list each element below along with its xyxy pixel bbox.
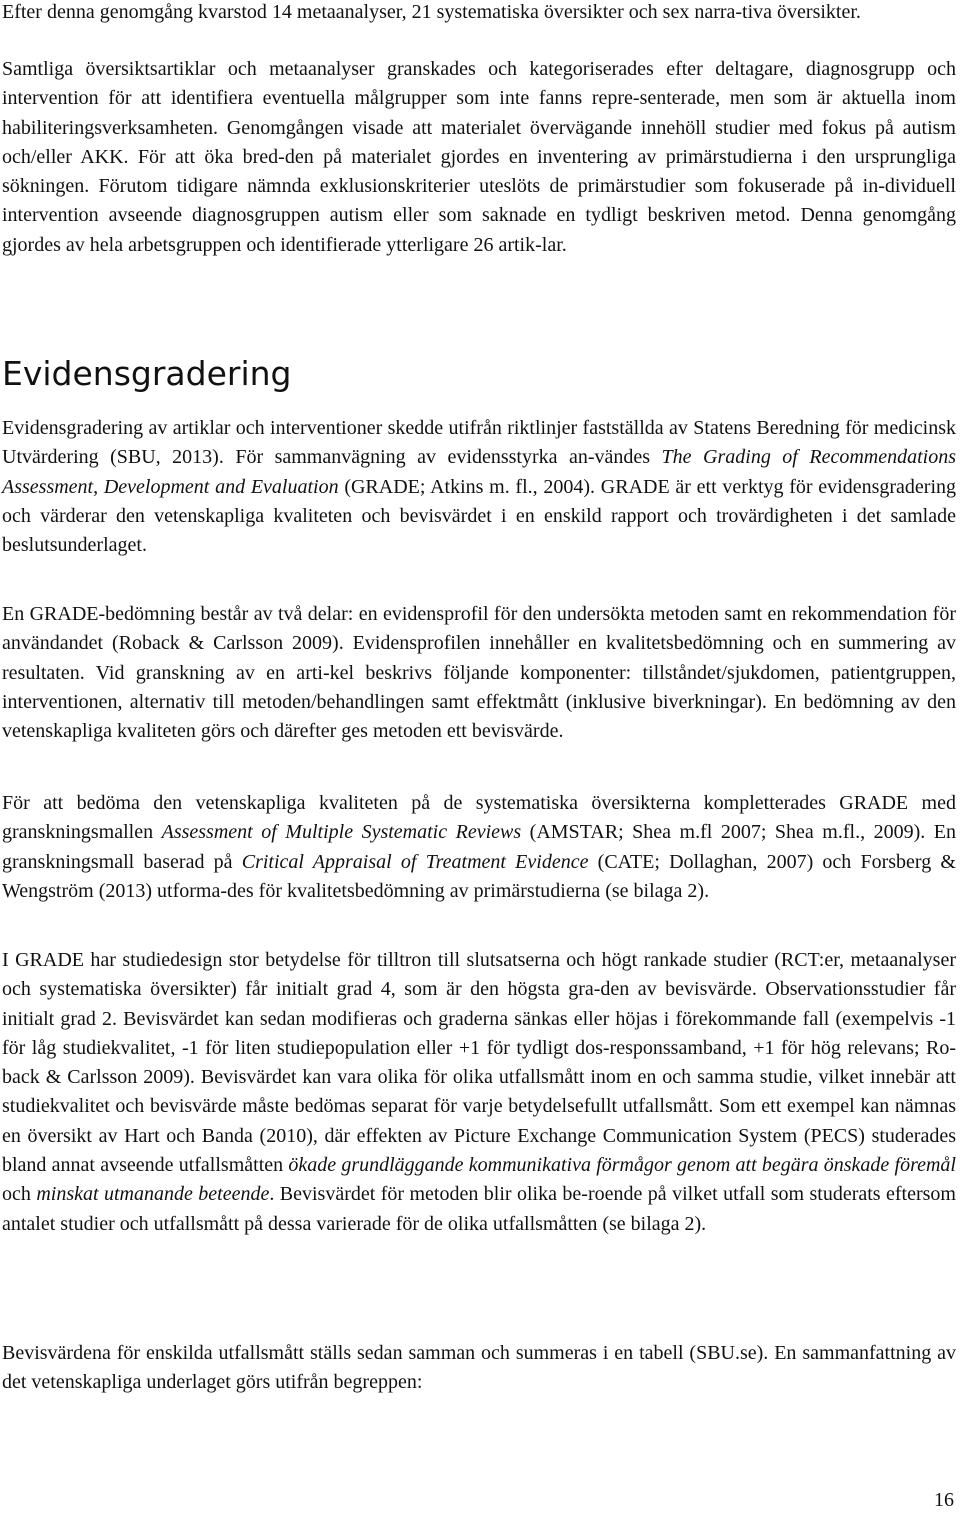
paragraph-quality-review-templates xyxy=(2,789,956,906)
italic-title-amstar: Assessment of Multiple Systematic Reviews xyxy=(161,821,522,844)
intro-paragraph: Efter denna genomgång kvarstod 14 metaanalyser, 21 systematiska översikter och sex narra-tiva översikter. xyxy=(2,1,861,23)
paragraph-evidence-summary: Bevisvärdena för enskilda utfallsmått ställs sedan samman och summeras i en tabell (SBU.se). En sammanfattning av det vetenskapliga underlaget görs utifrån begreppen: xyxy=(2,1342,956,1394)
text-run: . Bevisvärdet för metoden blir olika be-roende på vilket utfall som studerats eftersom antalet studier och utfallsmått på dessa varierade för de olika utfallsmåtten (se bilaga 2). xyxy=(2,1183,956,1235)
italic-title-cate: Critical Appraisal of Treatment Evidence xyxy=(241,850,589,873)
text-run: och xyxy=(2,1183,37,1206)
section-heading-evidensgradering: Evidensgradering xyxy=(2,354,292,393)
paragraph-evidence-grading xyxy=(2,414,956,560)
page-number: 16 xyxy=(934,1489,954,1511)
text-run: I GRADE har studiedesign stor betydelse för tilltron till slutsatserna och högt rankade studier (RCT:er, metaanalyser och systematiska översikter) får initialt grad 4, som är den högsta gra-den av bevisvärde. Observationsstudier får initialt grad 2. Bevisvärdet kan sedan modifieras och graderna sänkas eller höjas i förekommande fall (exempelvis -1 för låg studiekvalitet, -1 för liten studiepopulation eller +1 för tydligt dos-responssamband, +1 för hög relevans; Ro-back & Carlsson 2009). Bevisvärdet kan vara olika för olika utfallsmått inom en och samma studie, vilket innebär att studiekvalitet och bevisvärde måste bedömas separat för varje betydelsefullt utfallsmått. Som ett exempel kan nämnas en översikt av Hart och Banda (2010), där effekten av Picture Exchange Communication System (PECS) studerades bland annat avseende utfallsmåtten xyxy=(2,949,956,1177)
paragraph-study-design-grading xyxy=(2,946,956,1239)
text-run: (GRADE; Atkins m. fl., 2004). GRADE är ett verktyg för evidensgradering och värderar den vetenskapliga kvaliteten och bevisvärdet i en enskild rapport och trovärdigheten i det samlade beslutsunderlaget. xyxy=(2,475,957,557)
paragraph-grade-assessment: En GRADE-bedömning består av två delar: en evidensprofil för den undersökta metoden samt en rekommendation för användandet (Roback & Carlsson 2009). Evidensprofilen innehåller en kvalitetsbedömning och en summering av resultaten. Vid granskning av en arti-kel beskrivs följande komponenter: tillståndet/sjukdomen, patientgruppen, interventionen, alternativ till metoden/behandlingen samt effektmått (inklusive biverkningar). En bedömning av den vetenskapliga kvaliteten görs och därefter ges metoden ett bevisvärde. xyxy=(2,603,956,743)
italic-outcome-behavior: minskat utmanande beteende xyxy=(36,1183,270,1206)
text-run: För att bedöma den vetenskapliga kvaliteten på de systematiska översikterna kompletterades GRADE med granskningsmallen xyxy=(2,792,956,844)
paragraph-review-categorization: Samtliga översiktsartiklar och metaanalyser granskades och kategoriserades efter deltagare, diagnosgrupp och intervention för att identifiera eventuella målgrupper som inte fanns repre-senterade, men som är aktuella inom habiliteringsverksamheten. Genomgången visade att materialet övervägande innehöll studier med fokus på autism och/eller AKK. För att öka bred-den på materialet gjordes en inventering av primärstudierna i den ursprungliga sökningen. Förutom tidigare nämnda exklusionskriterier uteslöts de primärstudier som fokuserade på in-dividuell intervention avseende diagnosgruppen autism eller som saknade en tydligt beskriven metod. Denna genomgång gjordes av hela arbetsgruppen och identifierade ytterligare 26 artik-lar. xyxy=(2,58,956,256)
text-run: (CATE; Dollaghan, 2007) och Forsberg & Wengström (2013) utforma-des för kvalitetsbedömning av primärstudierna (se bilaga 2). xyxy=(2,850,956,902)
text-run: Evidensgradering av artiklar och interventioner skedde utifrån riktlinjer fastställda av Statens Beredning för medicinsk Utvärdering (SBU, 2013). För sammanvägning av evidensstyrka an-vändes xyxy=(2,417,956,469)
italic-outcome-communication: ökade grundläggande kommunikativa förmågor genom att begära önskade föremål xyxy=(288,1154,956,1177)
text-run: (AMSTAR; Shea m.fl 2007; Shea m.fl., 2009). En granskningsmall baserad på xyxy=(2,821,956,873)
italic-title-grade: The Grading of Recommendations Assessment, Development and Evaluation xyxy=(2,446,956,498)
